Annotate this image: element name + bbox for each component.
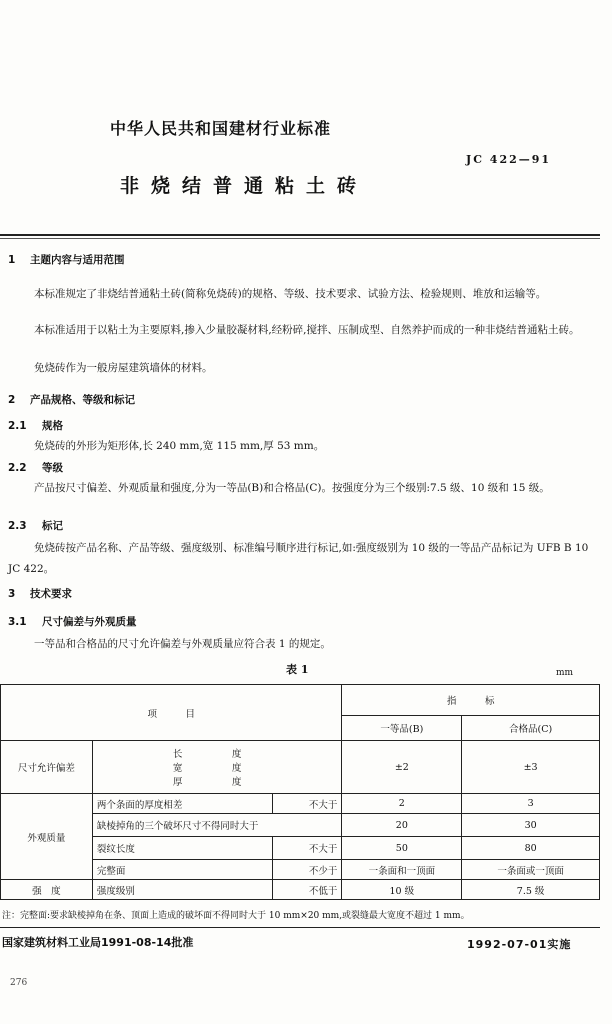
section-2-3-heading: 2.3 标记	[8, 520, 63, 532]
dimension-items	[92, 741, 342, 794]
section-1-heading: 1 主题内容与适用范围	[8, 254, 125, 266]
table-note: 注：完整面:要求缺棱掉角在条、顶面上造成的破坏面不得同时大于 10 mm×20 mm,或裂缝最大宽度不超过 1 mm。	[2, 911, 470, 921]
table-unit: mm	[556, 668, 574, 678]
dim-width: 宽 度	[172, 763, 262, 774]
app1-c: 3	[462, 794, 600, 814]
section-2-1-text: 免烧砖的外形为矩形体,长 240 mm,宽 115 mm,厚 53 mm。	[34, 440, 325, 452]
dim-b-value: ±2	[342, 741, 462, 794]
app1-cond: 不大于	[272, 794, 342, 814]
app1-item: 两个条面的厚度相差	[92, 794, 272, 814]
app3-c: 80	[462, 837, 600, 860]
header-grade-c: 合格品(C)	[462, 716, 600, 741]
app3-item: 裂纹长度	[92, 837, 272, 860]
app2-c: 30	[462, 814, 600, 837]
footer-divider	[0, 927, 600, 928]
spec-table	[0, 684, 600, 900]
header-grade-b: 一等品(B)	[342, 716, 462, 741]
app3-b: 50	[342, 837, 462, 860]
app4-cond: 不少于	[272, 860, 342, 880]
app1-b: 2	[342, 794, 462, 814]
section-2-2-text: 产品按尺寸偏差、外观质量和强度,分为一等品(B)和合格品(C)。按强度分为三个级别:7.5 级、10 级和 15 级。	[34, 482, 550, 494]
section-1-para-3: 免烧砖作为一般房屋建筑墙体的材料。	[34, 362, 213, 374]
section-2-heading: 2 产品规格、等级和标记	[8, 394, 135, 406]
header-item: 项 目	[1, 685, 342, 741]
strength-b: 10 级	[342, 880, 462, 900]
header-divider-thin	[0, 238, 600, 239]
section-3-1-heading: 3.1 尺寸偏差与外观质量	[8, 616, 137, 628]
app4-c: 一条面或一顶面	[462, 860, 600, 880]
dim-thickness: 厚 度	[172, 777, 262, 788]
standard-number: JC 422—91	[466, 153, 552, 166]
strength-item: 强度级别	[92, 880, 272, 900]
section-2-2-heading: 2.2 等级	[8, 462, 63, 474]
row-group-dimension: 尺寸允许偏差	[1, 741, 93, 794]
app4-item: 完整面	[92, 860, 272, 880]
approval-line: 国家建筑材料工业局1991-08-14批准	[2, 936, 194, 949]
org-title: 中华人民共和国建材行业标准	[110, 119, 332, 138]
strength-c: 7.5 级	[462, 880, 600, 900]
app2-item: 缺棱掉角的三个破坏尺寸不得同时大于	[92, 814, 342, 837]
section-2-1-heading: 2.1 规格	[8, 420, 63, 432]
strength-cond: 不低于	[272, 880, 342, 900]
section-2-3-text: 免烧砖按产品名称、产品等级、强度级别、标准编号顺序进行标记,如:强度级别为 10 级的一等品产品标记为 UFB B 10 JC 422。	[8, 542, 589, 575]
dim-c-value: ±3	[462, 741, 600, 794]
app3-cond: 不大于	[272, 837, 342, 860]
table-caption: 表 1	[286, 663, 309, 676]
app4-b: 一条面和一顶面	[342, 860, 462, 880]
row-group-strength: 强 度	[1, 880, 93, 900]
page-number: 276	[10, 978, 28, 988]
row-group-appearance: 外观质量	[1, 794, 93, 880]
section-1-para-2: 本标准适用于以粘土为主要原料,掺入少量胶凝材料,经粉碎,搅拌、压制成型、自然养护而成的一种非烧结普通粘土砖。	[34, 324, 580, 336]
section-1-para-1: 本标准规定了非烧结普通粘土砖(简称免烧砖)的规格、等级、技术要求、试验方法、检验规则、堆放和运输等。	[34, 288, 547, 300]
app2-b: 20	[342, 814, 462, 837]
section-3-1-text: 一等品和合格品的尺寸允许偏差与外观质量应符合表 1 的规定。	[34, 638, 331, 650]
header-index: 指 标	[342, 685, 600, 716]
section-3-heading: 3 技术要求	[8, 588, 72, 600]
header-divider	[0, 234, 600, 236]
dim-length: 长 度	[172, 749, 262, 760]
page-title: 非烧结普通粘土砖	[120, 175, 369, 197]
implementation-date: 1992-07-01实施	[467, 938, 572, 951]
